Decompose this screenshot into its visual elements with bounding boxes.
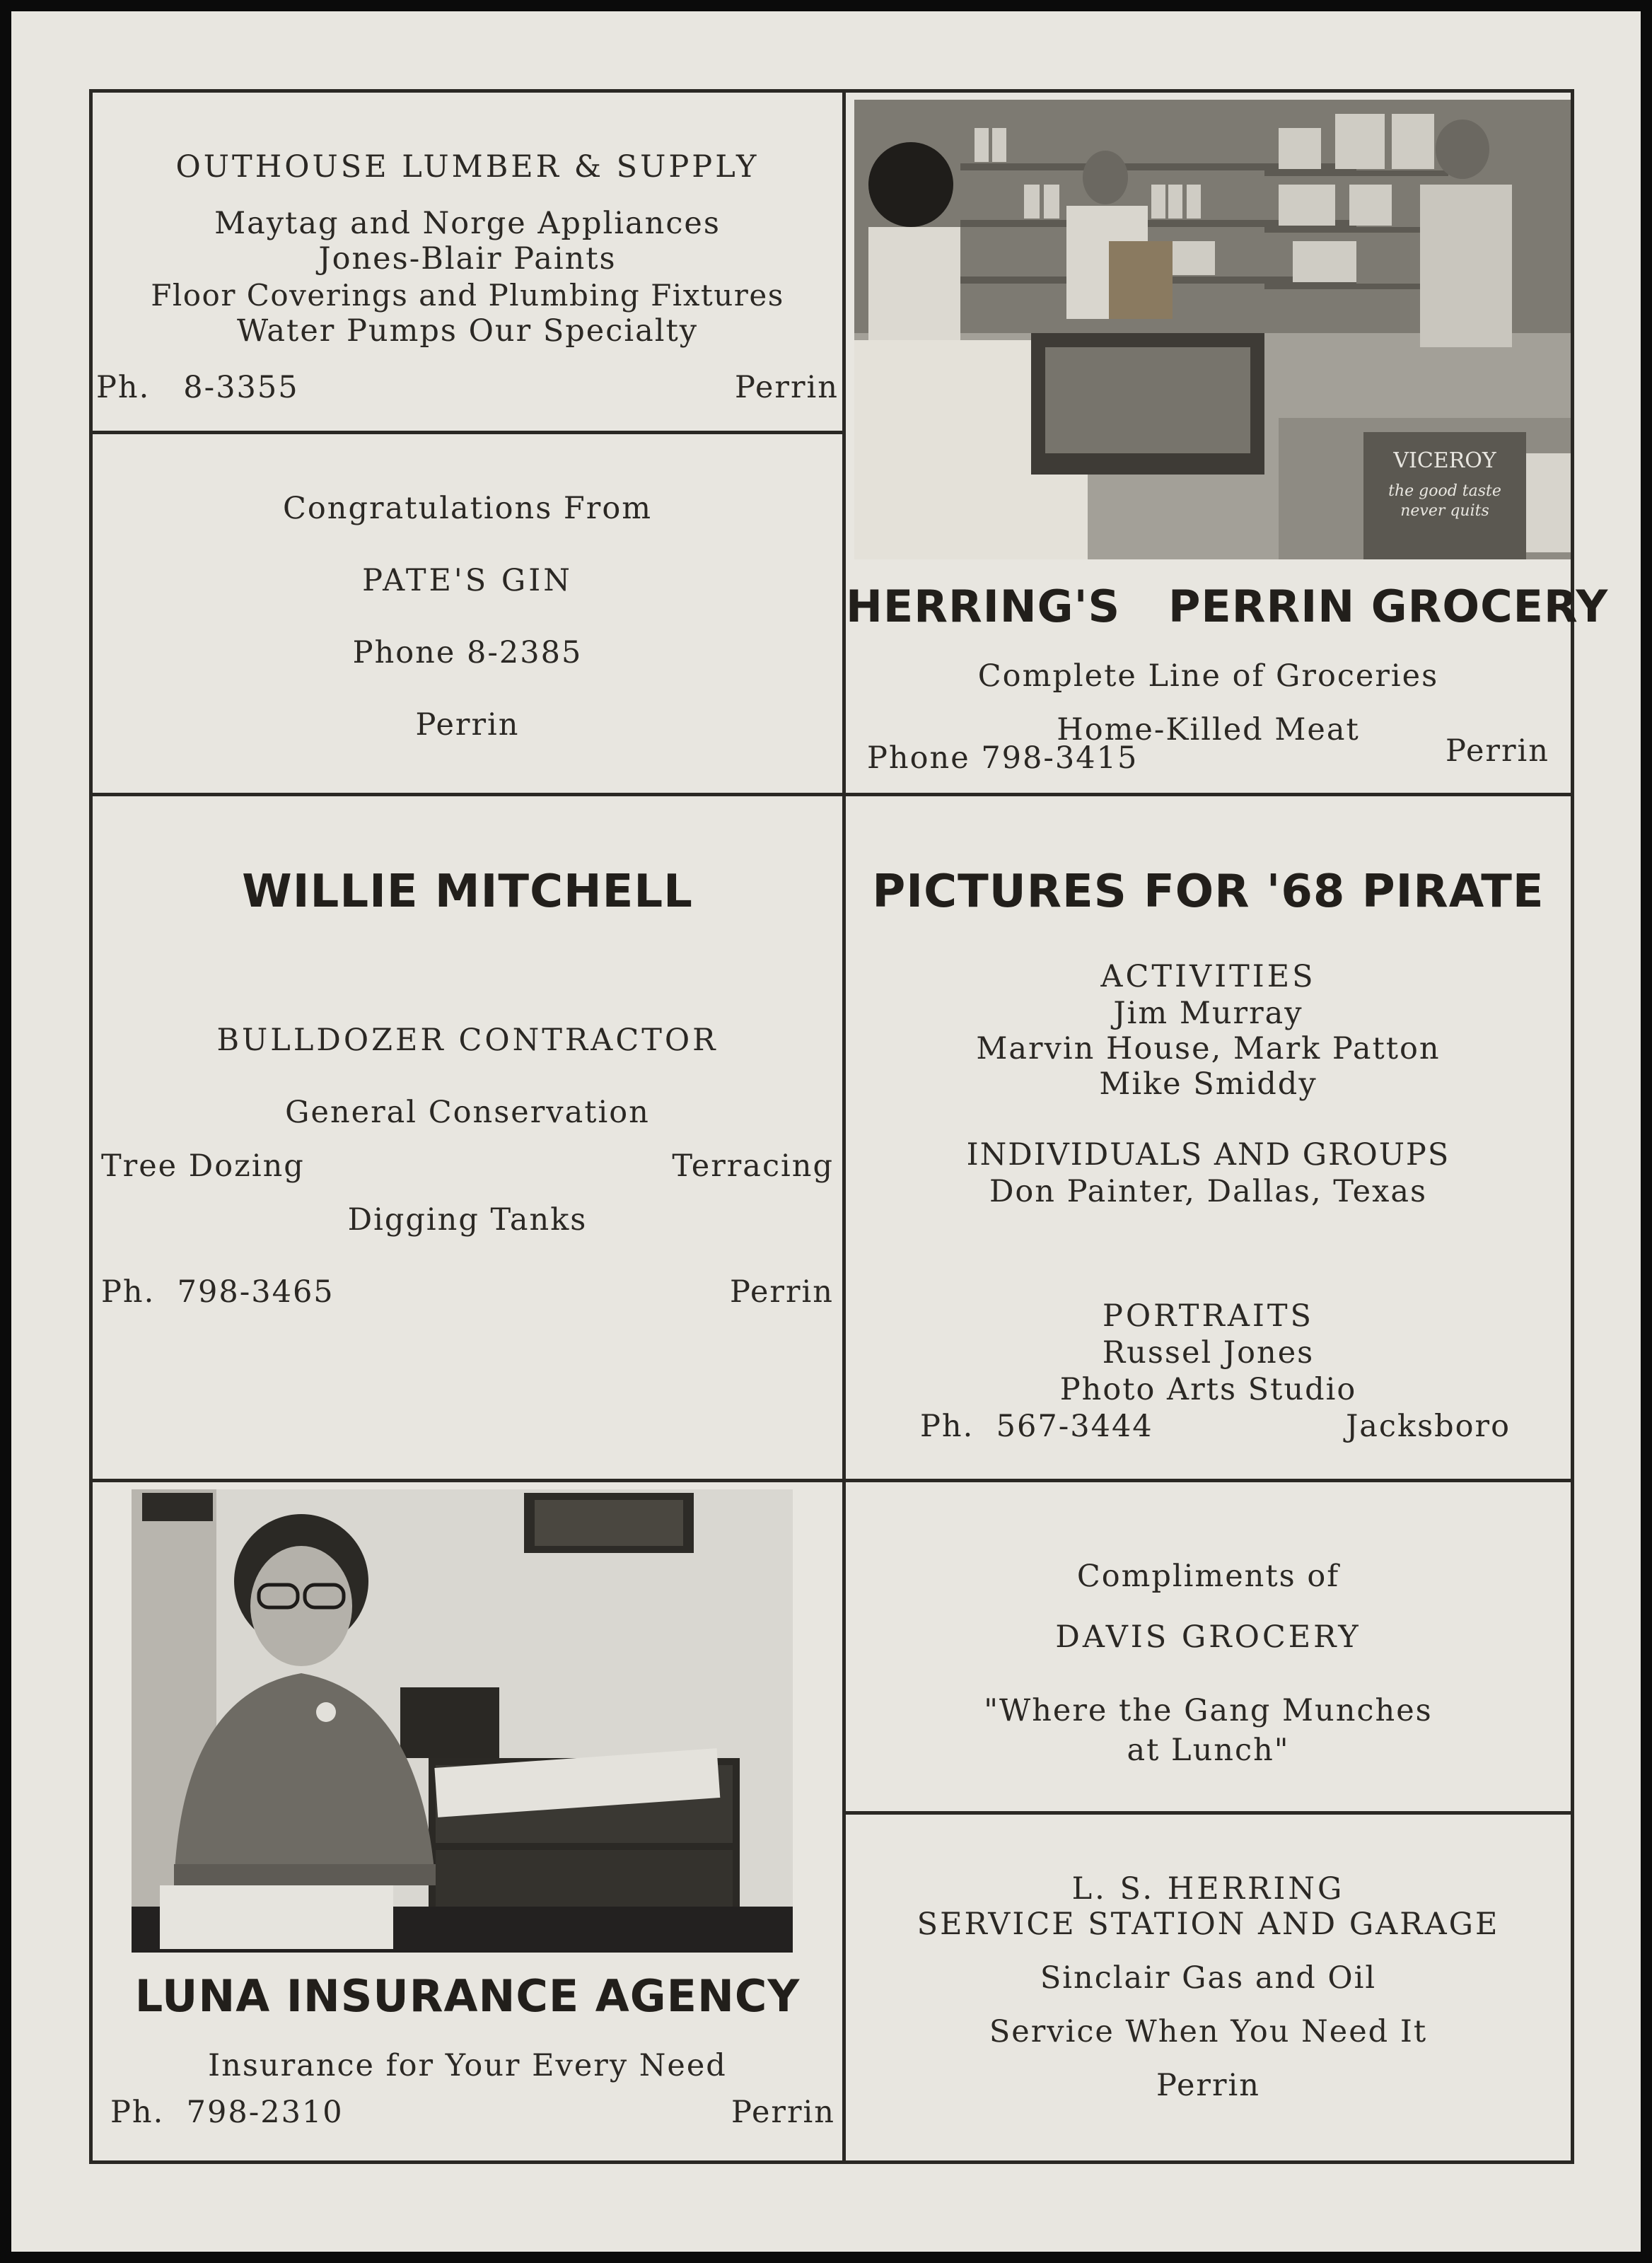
ad-line: General Conservation <box>285 1095 650 1130</box>
viceroy-sign: VICEROY <box>1393 448 1496 473</box>
tagline: Insurance for Your Every Need <box>208 2048 727 2083</box>
office-woman-photo-icon <box>132 1489 793 1953</box>
town: Perrin <box>1445 733 1549 769</box>
phone: Ph. 798-3465 <box>101 1274 335 1310</box>
town: Jacksboro <box>1346 1409 1511 1444</box>
herrings-grocery-ad <box>846 93 1609 793</box>
grocery-store-photo-icon <box>854 100 1571 559</box>
business-name: PATE'S GIN <box>362 563 573 598</box>
business-name: LUNA INSURANCE AGENCY <box>134 1970 801 2022</box>
town: Perrin <box>415 707 520 743</box>
ad-line: Floor Coverings and Plumbing Fixtures <box>151 278 784 313</box>
phone: Ph. 567-3444 <box>920 1409 1153 1444</box>
business-name: DAVIS GROCERY <box>1055 1619 1361 1655</box>
ad-line: Service When You Need It <box>989 2014 1428 2049</box>
ad-line: Jones-Blair Paints <box>318 241 617 277</box>
viceroy-slogan: never quits <box>1400 502 1489 520</box>
credit-line: Don Painter, Dallas, Texas <box>989 1174 1428 1209</box>
yearbook-ad-page <box>11 11 1641 2252</box>
pirate-pictures-ad <box>846 796 1571 1479</box>
town: Perrin <box>731 2095 835 2130</box>
town: Perrin <box>734 370 839 405</box>
section-head: PORTRAITS <box>1102 1298 1315 1334</box>
business-title: BULLDOZER CONTRACTOR <box>216 1023 719 1058</box>
section-head: ACTIVITIES <box>1100 959 1316 994</box>
ad-line: Complete Line of Groceries <box>977 658 1439 694</box>
business-name: OUTHOUSE LUMBER & SUPPLY <box>175 149 760 185</box>
section-head: INDIVIDUALS AND GROUPS <box>966 1137 1450 1173</box>
ad-line-right: Terracing <box>672 1148 834 1184</box>
davis-grocery-ad <box>846 1482 1571 1811</box>
business-name: SERVICE STATION AND GARAGE <box>917 1907 1500 1942</box>
phone: Ph. 8-3355 <box>96 370 299 405</box>
town: Perrin <box>1156 2068 1260 2103</box>
credit-line: Mike Smiddy <box>1099 1066 1317 1102</box>
phone: Phone 8-2385 <box>352 635 583 670</box>
ad-line: Digging Tanks <box>347 1202 588 1238</box>
ad-grid <box>89 89 1609 2164</box>
pates-gin-ad <box>93 434 842 793</box>
ls-herring-ad <box>846 1815 1571 2160</box>
business-name: WILLIE MITCHELL <box>242 866 693 918</box>
willie-mitchell-ad <box>93 796 842 1479</box>
credit-line: Jim Murray <box>1113 996 1303 1031</box>
quote-line: "Where the Gang Munches <box>984 1693 1433 1728</box>
business-name: L. S. HERRING <box>1071 1871 1345 1907</box>
ad-line: Water Pumps Our Specialty <box>236 313 699 349</box>
section-title: PICTURES FOR '68 PIRATE <box>872 866 1545 918</box>
intro-line: Congratulations From <box>283 491 652 526</box>
phone: Ph. 798-2310 <box>110 2095 344 2130</box>
town: Perrin <box>729 1274 834 1310</box>
outhouse-lumber-ad <box>93 93 842 431</box>
ad-line: Sinclair Gas and Oil <box>1040 1960 1377 1996</box>
intro-line: Compliments of <box>1076 1559 1340 1594</box>
quote-line: at Lunch" <box>1127 1733 1290 1768</box>
viceroy-slogan: the good taste <box>1388 482 1501 500</box>
ad-line-left: Tree Dozing <box>101 1148 305 1184</box>
credit-line: Russel Jones <box>1102 1335 1315 1371</box>
business-name: HERRING'S PERRIN GROCERY <box>846 581 1609 632</box>
ad-line: Home-Killed Meat <box>1057 712 1360 747</box>
credit-line: Marvin House, Mark Patton <box>976 1031 1441 1066</box>
credit-line: Photo Arts Studio <box>1059 1372 1357 1407</box>
luna-insurance-ad <box>93 1482 842 2160</box>
phone: Phone 798-3415 <box>867 740 1139 776</box>
ad-line: Maytag and Norge Appliances <box>214 206 721 241</box>
